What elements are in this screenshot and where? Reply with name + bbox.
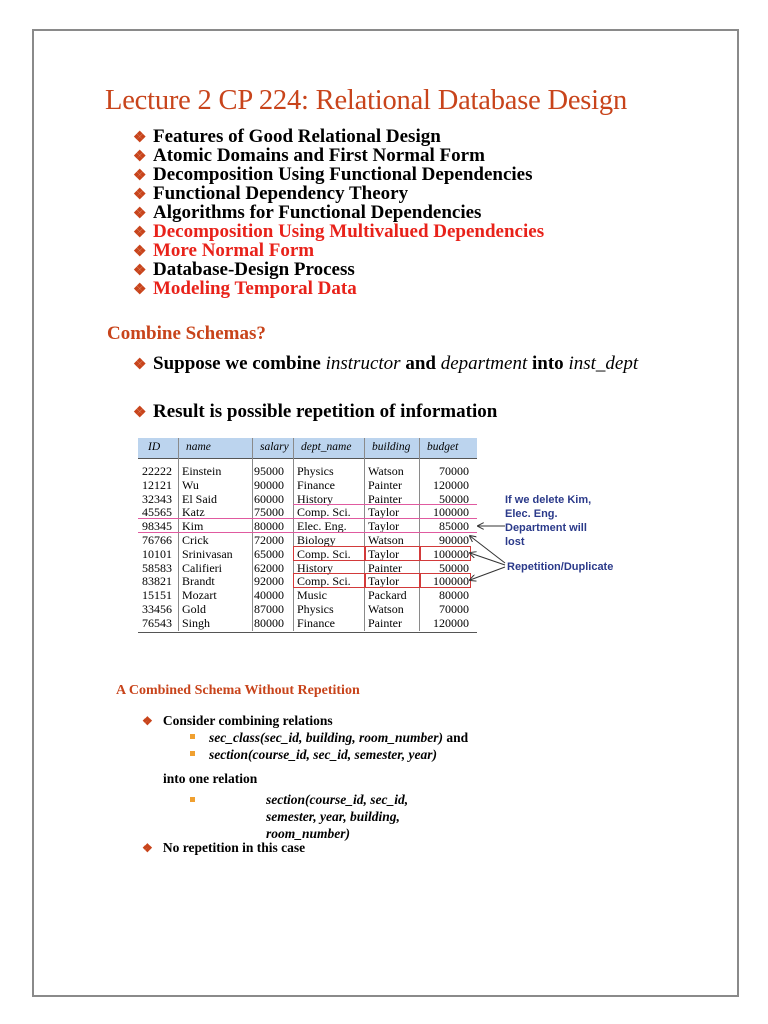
table-cell: 80000: [439, 588, 469, 603]
table-cell: 45565: [142, 505, 172, 520]
table-cell: 50000: [439, 560, 469, 575]
table-cell: Comp. Sci.: [297, 546, 351, 561]
table-cell: 33456: [142, 602, 172, 616]
table-cell: History: [297, 560, 333, 575]
diamond-bullet-icon: ❖: [133, 282, 147, 298]
table-cell: Music: [297, 588, 327, 603]
combine-statement: ❖ Suppose we combine instructor and department into inst_dept: [133, 353, 639, 374]
table-cell: 76766: [142, 533, 172, 547]
table-cell: 87000: [254, 602, 284, 616]
table-cell: Watson: [368, 602, 404, 616]
table-cell: Painter: [368, 560, 402, 575]
table-cell: 12121: [142, 477, 172, 492]
diamond-bullet-icon: ❖: [133, 405, 147, 421]
table-cell: Physics: [297, 464, 334, 478]
table-cell: History: [297, 491, 333, 506]
table-cell: Packard: [368, 588, 407, 603]
table-cell: Taylor: [368, 505, 400, 520]
section-heading-combined-schema: A Combined Schema Without Repetition: [116, 683, 360, 698]
into-one-relation: into one relation: [163, 771, 258, 786]
table-cell: El Said: [182, 491, 217, 506]
topic-item: ❖ Features of Good Relational Design: [133, 126, 441, 147]
table-cell: Einstein: [182, 464, 222, 478]
table-cell: Finance: [297, 615, 335, 630]
table-cell: 72000: [254, 533, 284, 547]
square-bullet-icon: [190, 751, 195, 756]
table-cell: Painter: [368, 491, 402, 506]
table-cell: 100000: [433, 574, 469, 589]
table-cell: Comp. Sci.: [297, 574, 351, 589]
topic-item: ❖ Database-Design Process: [133, 259, 355, 280]
table-cell: Painter: [368, 615, 402, 630]
no-repetition-line: ❖ No repetition in this case: [142, 840, 306, 855]
table-cell: 90000: [254, 477, 284, 492]
diamond-bullet-icon: ❖: [133, 357, 147, 373]
table-cell: Mozart: [182, 588, 217, 603]
table-cell: Wu: [182, 477, 199, 492]
topic-item: ❖ More Normal Form: [133, 240, 315, 261]
diamond-bullet-icon: ❖: [133, 225, 147, 241]
table-cell: Kim: [182, 519, 204, 534]
table-cell: Elec. Eng.: [297, 519, 347, 534]
topic-item: ❖ Decomposition Using Multivalued Dependencies: [133, 221, 545, 242]
table-cell: 62000: [254, 560, 284, 575]
table-cell: 58583: [142, 560, 172, 575]
table-cell: 100000: [433, 505, 469, 520]
table-cell: Physics: [297, 602, 334, 616]
column-header: name: [186, 441, 211, 453]
topic-item: ❖ Decomposition Using Functional Dependencies: [133, 164, 533, 185]
table-cell: 70000: [439, 602, 469, 616]
diamond-bullet-icon: ❖: [133, 130, 147, 146]
arrow-to-duplicate-3: [470, 567, 505, 580]
table-cell: 22222: [142, 464, 172, 478]
table-cell: Crick: [182, 533, 209, 547]
table-cell: 98345: [142, 519, 172, 534]
section-line: section(course_id, sec_id, semester, year): [209, 747, 437, 762]
topic-item: ❖ Functional Dependency Theory: [133, 183, 409, 204]
table-cell: Taylor: [368, 546, 400, 561]
table-cell: 32343: [142, 491, 172, 506]
repetition-statement: ❖ Result is possible repetition of information: [133, 401, 498, 422]
table-cell: Painter: [368, 477, 402, 492]
table-cell: Biology: [297, 533, 336, 547]
repetition-note: Repetition/Duplicate: [507, 561, 614, 573]
sec-class-line: sec_class(sec_id, building, room_number) and: [209, 730, 469, 745]
column-header: dept_name: [301, 441, 352, 453]
table-cell: Taylor: [368, 519, 400, 534]
table-cell: Comp. Sci.: [297, 505, 351, 520]
table-cell: Gold: [182, 602, 206, 616]
table-cell: Brandt: [182, 574, 215, 589]
table-cell: 10101: [142, 546, 172, 561]
diamond-bullet-icon: ❖: [133, 149, 147, 165]
table-cell: 75000: [254, 505, 284, 520]
table-cell: Watson: [368, 533, 404, 547]
table-cell: 120000: [433, 477, 469, 492]
table-cell: Taylor: [368, 574, 400, 589]
combined-relation: section(course_id, sec_id, semester, year, building, room_number): [266, 792, 409, 841]
table-cell: 80000: [254, 519, 284, 534]
square-bullet-icon: [190, 797, 195, 802]
page-title: Lecture 2 CP 224: Relational Database Design: [105, 85, 627, 116]
table-cell: 90000: [439, 533, 469, 547]
column-header: salary: [260, 441, 289, 453]
table-cell: 65000: [254, 546, 284, 561]
section-heading-combine: Combine Schemas?: [107, 323, 266, 344]
topic-item: ❖ Modeling Temporal Data: [133, 278, 357, 299]
table-cell: 100000: [433, 546, 469, 561]
column-header: budget: [427, 441, 459, 453]
table-cell: Singh: [182, 615, 211, 630]
topic-item: ❖ Atomic Domains and First Normal Form: [133, 145, 485, 166]
table-cell: 70000: [439, 464, 469, 478]
diamond-bullet-icon: ❖: [133, 263, 147, 279]
table-cell: Watson: [368, 464, 404, 478]
diamond-bullet-icon: ❖: [133, 244, 147, 260]
consider-line: ❖ Consider combining relations: [142, 713, 333, 728]
table-cell: 92000: [254, 574, 284, 589]
delete-kim-note: If we delete Kim, Elec. Eng. Department will lost: [505, 494, 592, 548]
table-cell: 50000: [439, 491, 469, 506]
table-cell: 85000: [439, 519, 469, 534]
table-cell: 120000: [433, 615, 469, 630]
column-header: building: [372, 441, 411, 453]
table-cell: 95000: [254, 464, 284, 478]
diamond-bullet-icon: ❖: [133, 168, 147, 184]
topic-item: ❖ Algorithms for Functional Dependencies: [133, 202, 482, 223]
diamond-bullet-icon: ❖: [133, 206, 147, 222]
table-cell: Srinivasan: [182, 546, 233, 561]
table-cell: 40000: [254, 588, 284, 603]
table-cell: Katz: [182, 505, 205, 520]
square-bullet-icon: [190, 734, 195, 739]
table-cell: 15151: [142, 588, 172, 603]
table-cell: Califieri: [182, 560, 222, 575]
diamond-bullet-icon: ❖: [133, 187, 147, 203]
table-cell: 76543: [142, 615, 172, 630]
table-cell: 80000: [254, 615, 284, 630]
table-cell: 60000: [254, 491, 284, 506]
diamond-bullet-icon: ❖: [142, 841, 153, 855]
table-cell: Finance: [297, 477, 335, 492]
diamond-bullet-icon: ❖: [142, 714, 153, 728]
table-cell: 83821: [142, 574, 172, 589]
column-header: ID: [148, 441, 161, 453]
